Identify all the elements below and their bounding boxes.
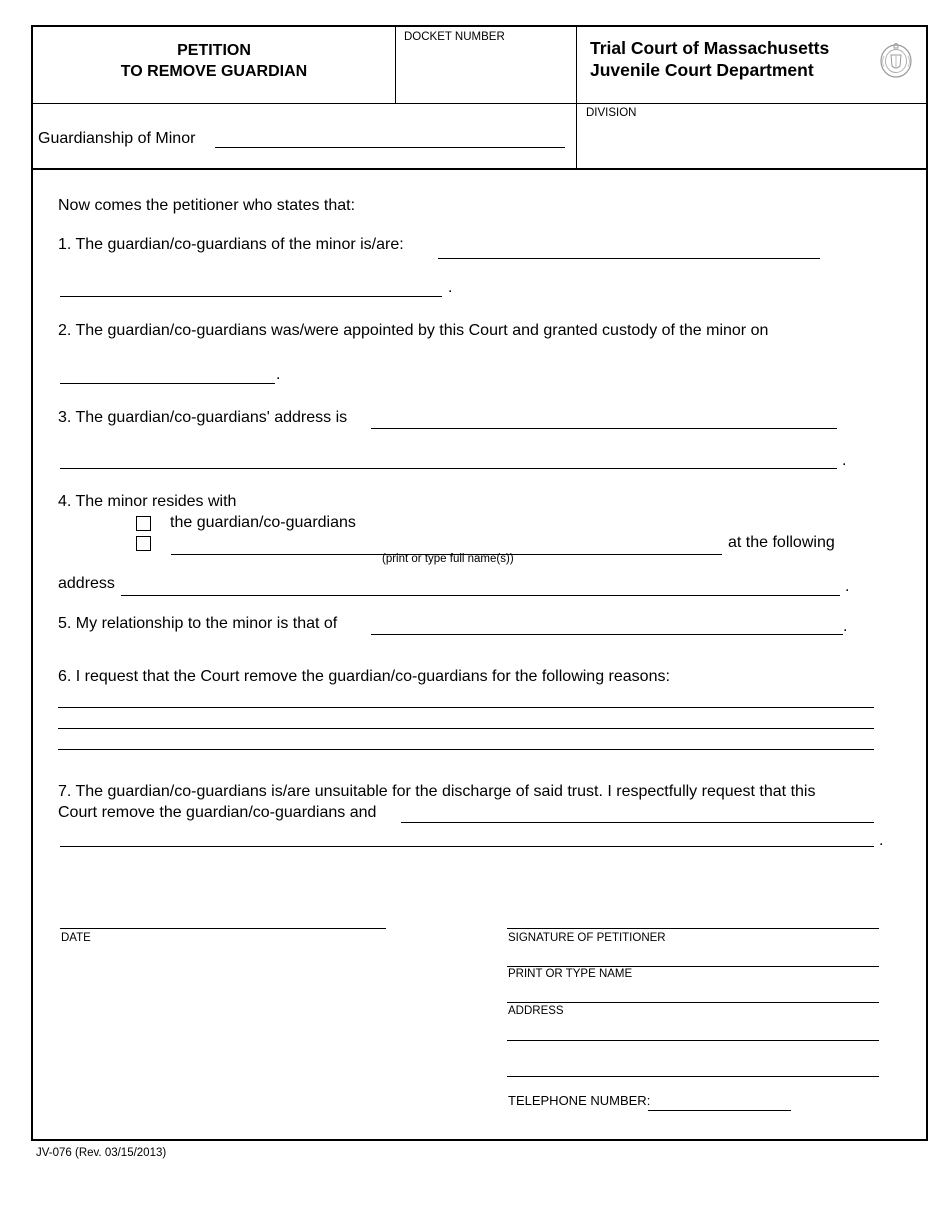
guardian-names-field-2[interactable]: [60, 296, 442, 297]
petitioner-address-field-3[interactable]: [507, 1076, 879, 1077]
reasons-field-1[interactable]: [58, 707, 874, 708]
item-7-text-line1: 7. The guardian/co-guardians is/are unsuitable for the discharge of said trust. I respectfully request that this: [58, 783, 816, 800]
item-6-text: 6. I request that the Court remove the guardian/co-guardians for the following reasons:: [58, 668, 670, 685]
name-caption: (print or type full name(s)): [382, 553, 514, 565]
header-divider-1: [32, 103, 576, 104]
petitioner-address-field-1[interactable]: [507, 1002, 879, 1003]
item-2-period: .: [276, 366, 281, 383]
petitioner-address-label: ADDRESS: [508, 1005, 564, 1017]
print-name-field[interactable]: [507, 966, 879, 967]
petitioner-address-field-2[interactable]: [507, 1040, 879, 1041]
item-7-period: .: [879, 832, 884, 849]
reasons-field-2[interactable]: [58, 728, 874, 729]
form-id: JV-076 (Rev. 03/15/2013): [36, 1147, 167, 1159]
guardianship-of-minor-label: Guardianship of Minor: [38, 130, 196, 147]
court-name: [590, 37, 829, 81]
docket-number-label: DOCKET NUMBER: [404, 31, 505, 43]
at-the-following-text: at the following: [728, 534, 835, 551]
form-title: [33, 40, 395, 82]
request-field-2[interactable]: [60, 846, 874, 847]
item-7-text-line2: Court remove the guardian/co-guardians and: [58, 804, 377, 821]
signature-label: SIGNATURE OF PETITIONER: [508, 932, 666, 944]
appointment-date-field[interactable]: [60, 383, 275, 384]
intro-text: Now comes the petitioner who states that:: [58, 197, 356, 214]
item-4-text: 4. The minor resides with: [58, 493, 237, 510]
resides-with-guardian-checkbox[interactable]: [136, 516, 151, 531]
item-1-text: 1. The guardian/co-guardians of the minor is/are:: [58, 236, 404, 253]
title-docket-divider: [395, 26, 396, 103]
court-name-line2: Juvenile Court Department: [590, 60, 814, 80]
form-frame: [31, 25, 928, 1141]
court-division-divider: [576, 103, 927, 104]
telephone-field[interactable]: [648, 1110, 791, 1111]
form-title-line1: PETITION: [177, 42, 251, 59]
division-label: DIVISION: [586, 107, 637, 119]
item-2-text: 2. The guardian/co-guardians was/were appointed by this Court and granted custody of the minor on: [58, 322, 769, 339]
date-label: DATE: [61, 932, 91, 944]
form-title-line2: TO REMOVE GUARDIAN: [120, 63, 308, 80]
massachusetts-seal-icon: [878, 40, 914, 80]
item-1-period: .: [448, 279, 453, 296]
item-5-period: .: [843, 618, 848, 635]
date-field[interactable]: [60, 928, 386, 929]
item-4-period: .: [845, 578, 850, 595]
telephone-label: TELEPHONE NUMBER:: [508, 1093, 651, 1108]
print-name-label: PRINT OR TYPE NAME: [508, 968, 633, 980]
request-field-1[interactable]: [401, 822, 874, 823]
reasons-field-3[interactable]: [58, 749, 874, 750]
resides-with-other-checkbox[interactable]: [136, 536, 151, 551]
minor-name-field[interactable]: [215, 147, 565, 148]
docket-court-divider: [576, 26, 577, 168]
guardian-address-field-1[interactable]: [371, 428, 837, 429]
relationship-field[interactable]: [371, 634, 843, 635]
minor-address-field[interactable]: [121, 595, 840, 596]
court-name-line1: Trial Court of Massachusetts: [590, 38, 830, 58]
item-3-text: 3. The guardian/co-guardians' address is: [58, 409, 348, 426]
address-label: address: [58, 575, 115, 592]
resides-with-guardian-label: the guardian/co-guardians: [170, 514, 356, 531]
guardian-address-field-2[interactable]: [60, 468, 837, 469]
item-5-text: 5. My relationship to the minor is that of: [58, 615, 338, 632]
signature-field[interactable]: [507, 928, 879, 929]
guardian-names-field-1[interactable]: [438, 258, 820, 259]
header-divider-2: [32, 168, 927, 170]
item-3-period: .: [842, 452, 847, 469]
